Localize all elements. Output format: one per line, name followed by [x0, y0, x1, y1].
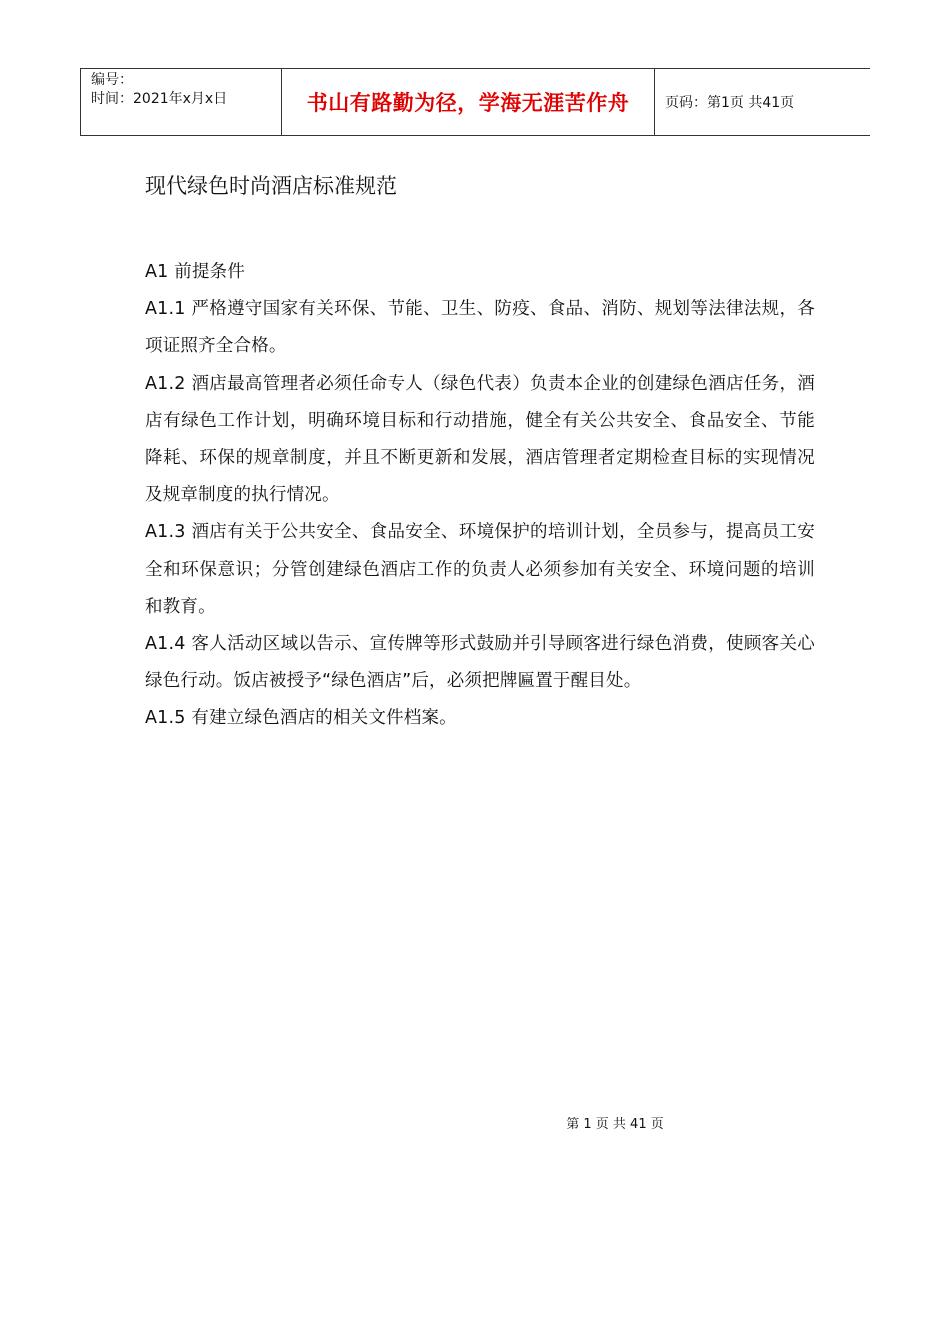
paragraph-a1-2: A1.2 酒店最高管理者必须任命专人（绿色代表）负责本企业的创建绿色酒店任务，酒店有绿色工作计划，明确环境目标和行动措施，健全有关公共安全、食品安全、节能降耗、环保的规章制度，并且不断更新和发展，酒店管理者定期检查目标的实现情况及规章制度的执行情况。 — [145, 373, 815, 506]
header-motto-cell — [282, 69, 655, 135]
header-table — [80, 68, 870, 136]
paragraph-a1-4: A1.4 客人活动区域以告示、宣传牌等形式鼓励并引导顾客进行绿色消费，使顾客关心绿色行动。饭店被授予“绿色酒店”后，必须把牌匾置于醒目处。 — [145, 634, 815, 692]
header-motto: 书山有路勤为径，学海无涯苦作舟 — [306, 91, 630, 115]
paragraph-a1-3: A1.3 酒店有关于公共安全、食品安全、环境保护的培训计划，全员参与，提高员工安全和环保意识；分管创建绿色酒店工作的负责人必须参加有关安全、环境问题的培训和教育。 — [145, 522, 815, 617]
document-title: 现代绿色时尚酒店标准规范 — [145, 174, 397, 198]
paragraph-a1-1: A1.1 严格遵守国家有关环保、节能、卫生、防疫、食品、消防、规划等法律法规，各项证照齐全合格。 — [145, 299, 815, 357]
document-body — [145, 254, 815, 738]
header-page-cell — [655, 69, 870, 135]
page-footer: 第 1 页 共 41 页 — [566, 1117, 664, 1132]
document-date-label: 时间：2021年x月x日 — [91, 91, 228, 107]
header-page-info: 页码：第1页 共41页 — [665, 95, 795, 111]
header-meta-cell — [81, 69, 282, 135]
document-number-label: 编号： — [91, 72, 133, 88]
paragraph-a1-5: A1.5 有建立绿色酒店的相关文件档案。 — [145, 708, 457, 729]
section-heading: A1 前提条件 — [145, 262, 246, 282]
